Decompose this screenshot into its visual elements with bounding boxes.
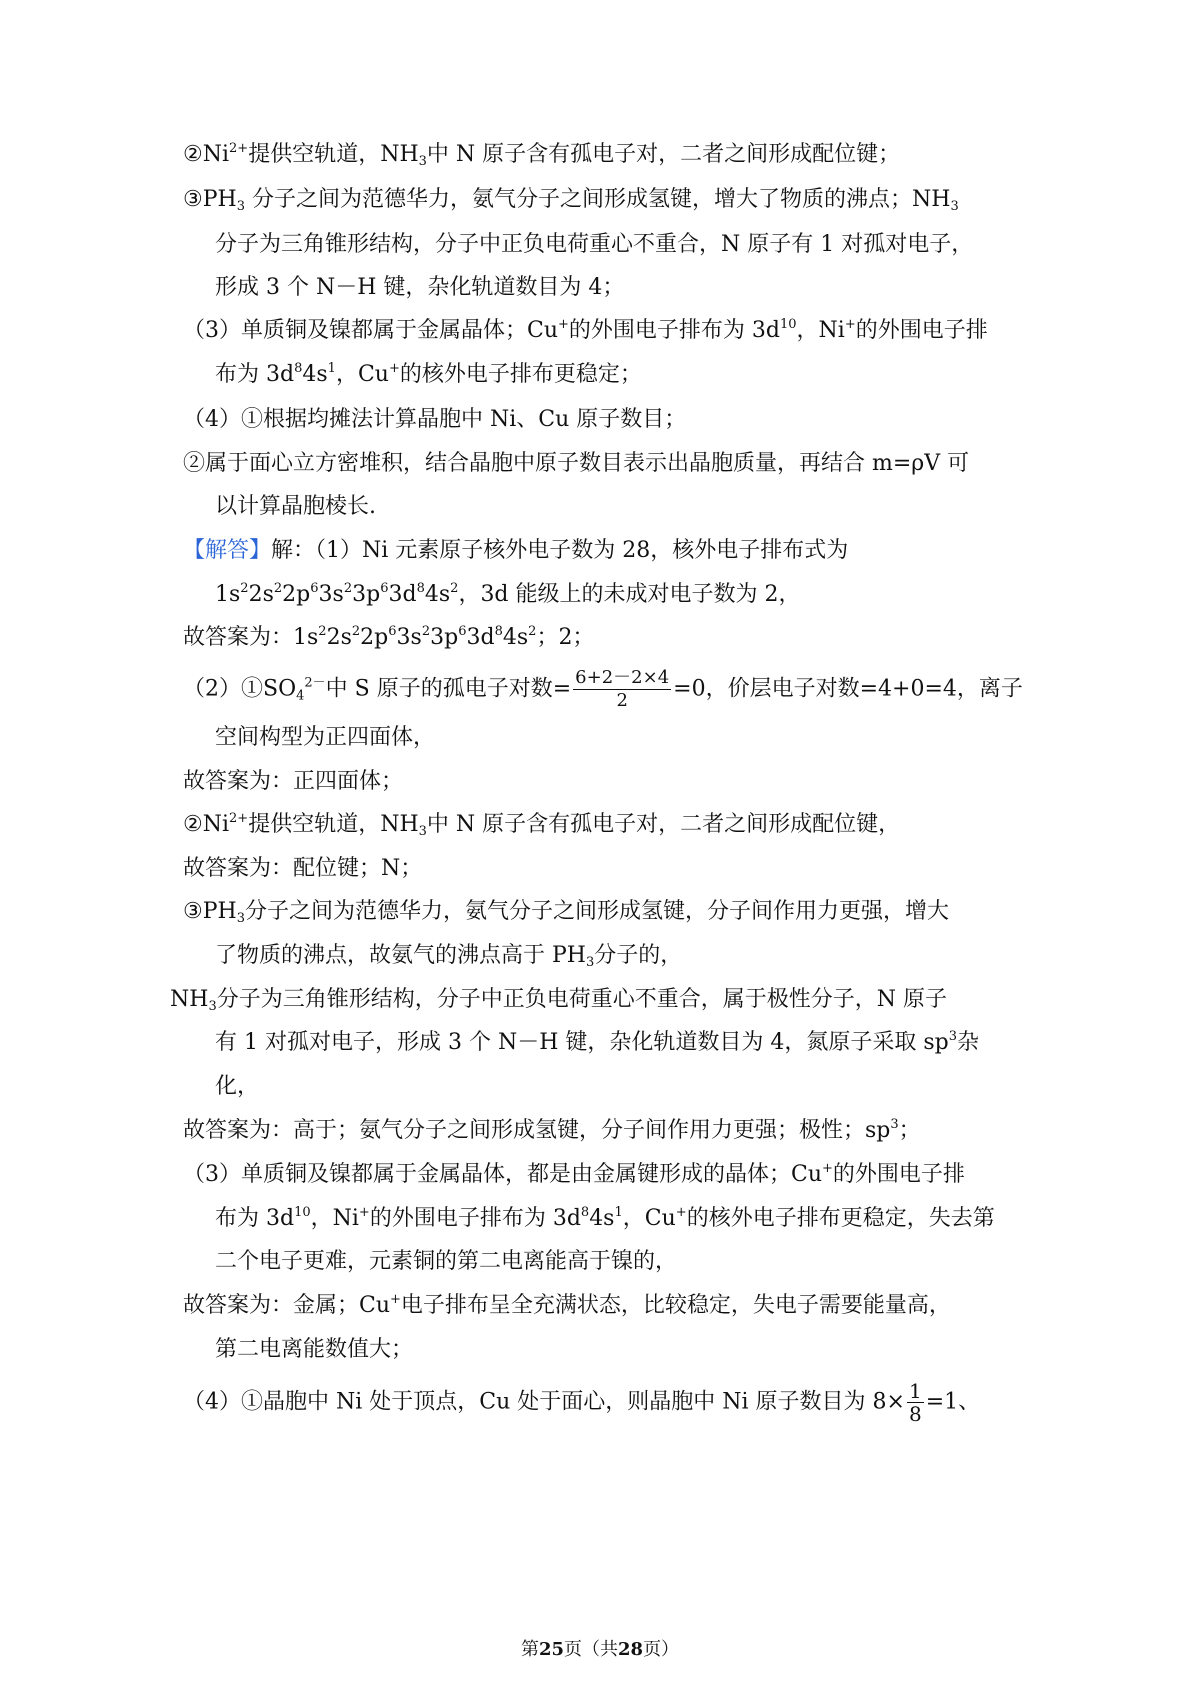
analysis-line-p3b: 布为 $3d^84s^1$，Cu+的核外电子排布更稳定； [215,361,642,387]
answer-line-a10c: 二个电子更难，元素铜的第二电离能高于镍的， [215,1249,678,1274]
answer-line-a10b: 布为 $3d^{10}$，Ni+的外围电子排布为 $3d^84s^1$，Cu+的核外电子排布更稳定，失去第 [215,1205,995,1231]
answer-line-a9: 故答案为：高于；氨气分子之间形成氢键，分子间作用力更强；极性；$sp^3$； [183,1117,921,1143]
answer-line-a11a: 故答案为：金属；Cu+电子排布呈全充满状态，比较稳定，失电子需要能量高， [183,1292,951,1318]
answer-line-a8a: $NH_3$分子为三角锥形结构，分子中正负电荷重心不重合，属于极性分子，N 原子 [170,987,947,1014]
analysis-line-p4: （4）①根据均摊法计算晶胞中 Ni、Cu 原子数目； [183,407,687,432]
answer-line-a5: $②Ni^{2+}$提供空轨道，$NH_3$中 N 原子含有孤电子对，二者之间形成配位键， [183,811,901,839]
analysis-line-p5a: ②属于面心立方密堆积，结合晶胞中原子数目表示出晶胞质量，再结合 m=ρV 可 [183,451,970,476]
answer-line-a8c: 化， [215,1074,260,1099]
lone-pair-fraction: $\frac{6+2-2\times 4}{2}$ [575,667,670,711]
answer-line-a7a: $③PH_3$分子之间为范德华力，氨气分子之间形成氢键，分子间作用力更强，增大 [183,899,950,926]
answer-line-a12: （4）①晶胞中 Ni 处于顶点，Cu 处于面心，则晶胞中 Ni 原子数目为 8× $\frac{1}{8}$ =1、 [183,1379,981,1426]
analysis-line-p2a: $③PH_3$ 分子之间为范德华力，氨气分子之间形成氢键，增大了物质的沸点；$NH_3$ [183,187,959,214]
current-page-number: 25 [538,1639,564,1660]
analysis-line-p2b: 分子为三角锥形结构，分子中正负电荷重心不重合，N 原子有 1 对孤对电子， [215,232,974,257]
answer-line-a3b: 空间构型为正四面体， [215,725,436,750]
total-page-count: 28 [618,1639,644,1660]
answer-line-a1: 【解答】解：（1）Ni 元素原子核外电子数为 28，核外电子排布式为 [183,538,849,563]
answer-line-a11b: 第二电离能数值大； [215,1337,414,1362]
answer-tag: 【解答】 [183,538,272,563]
analysis-line-p2c: 形成 3 个 N－H 键，杂化轨道数目为 4； [215,275,625,300]
page-footer: 第25页（共28页） [520,1639,680,1660]
analysis-line-p5b: 以计算晶胞棱长. [215,494,376,519]
answer-line-a4: 故答案为：正四面体； [183,769,404,794]
analysis-line-p3a: （3）单质铜及镍都属于金属晶体；Cu+的外围电子排布为 $3d^{10}$，Ni+的外围电子排 [183,317,988,343]
answer-line-a1b: $1s^22s^22p^63s^23p^63d^84s^2$，3d 能级上的未成对电子数为 2， [215,581,801,607]
answer-line-a8b: 有 1 对孤对电子，形成 3 个 N－H 键，杂化轨道数目为 4，氮原子采取 $sp^3$杂 [215,1029,980,1055]
one-eighth-fraction: $\frac{1}{8}$ [908,1379,922,1426]
answer-line-a10a: （3）单质铜及镍都属于金属晶体，都是由金属键形成的晶体；Cu+的外围电子排 [183,1161,965,1187]
answer-line-a2: 故答案为：$1s^22s^22p^63s^23p^63d^84s^2$；2； [183,624,595,650]
analysis-line-p1: $②Ni^{2+}$提供空轨道，$NH_3$中 N 原子含有孤电子对，二者之间形成配位键； [183,141,901,169]
answer-line-a7b: 了物质的沸点，故氨气的沸点高于 $PH_3$分子的， [215,943,683,970]
answer-line-a6: 故答案为：配位键；N； [183,856,423,881]
answer-line-a3a: $(2)①SO_4^{2-}$中 S 原子的孤电子对数= $\frac{6+2-2\times 4}{2}$ =0，价层电子对数=4+0=4，离子 [183,667,1023,711]
